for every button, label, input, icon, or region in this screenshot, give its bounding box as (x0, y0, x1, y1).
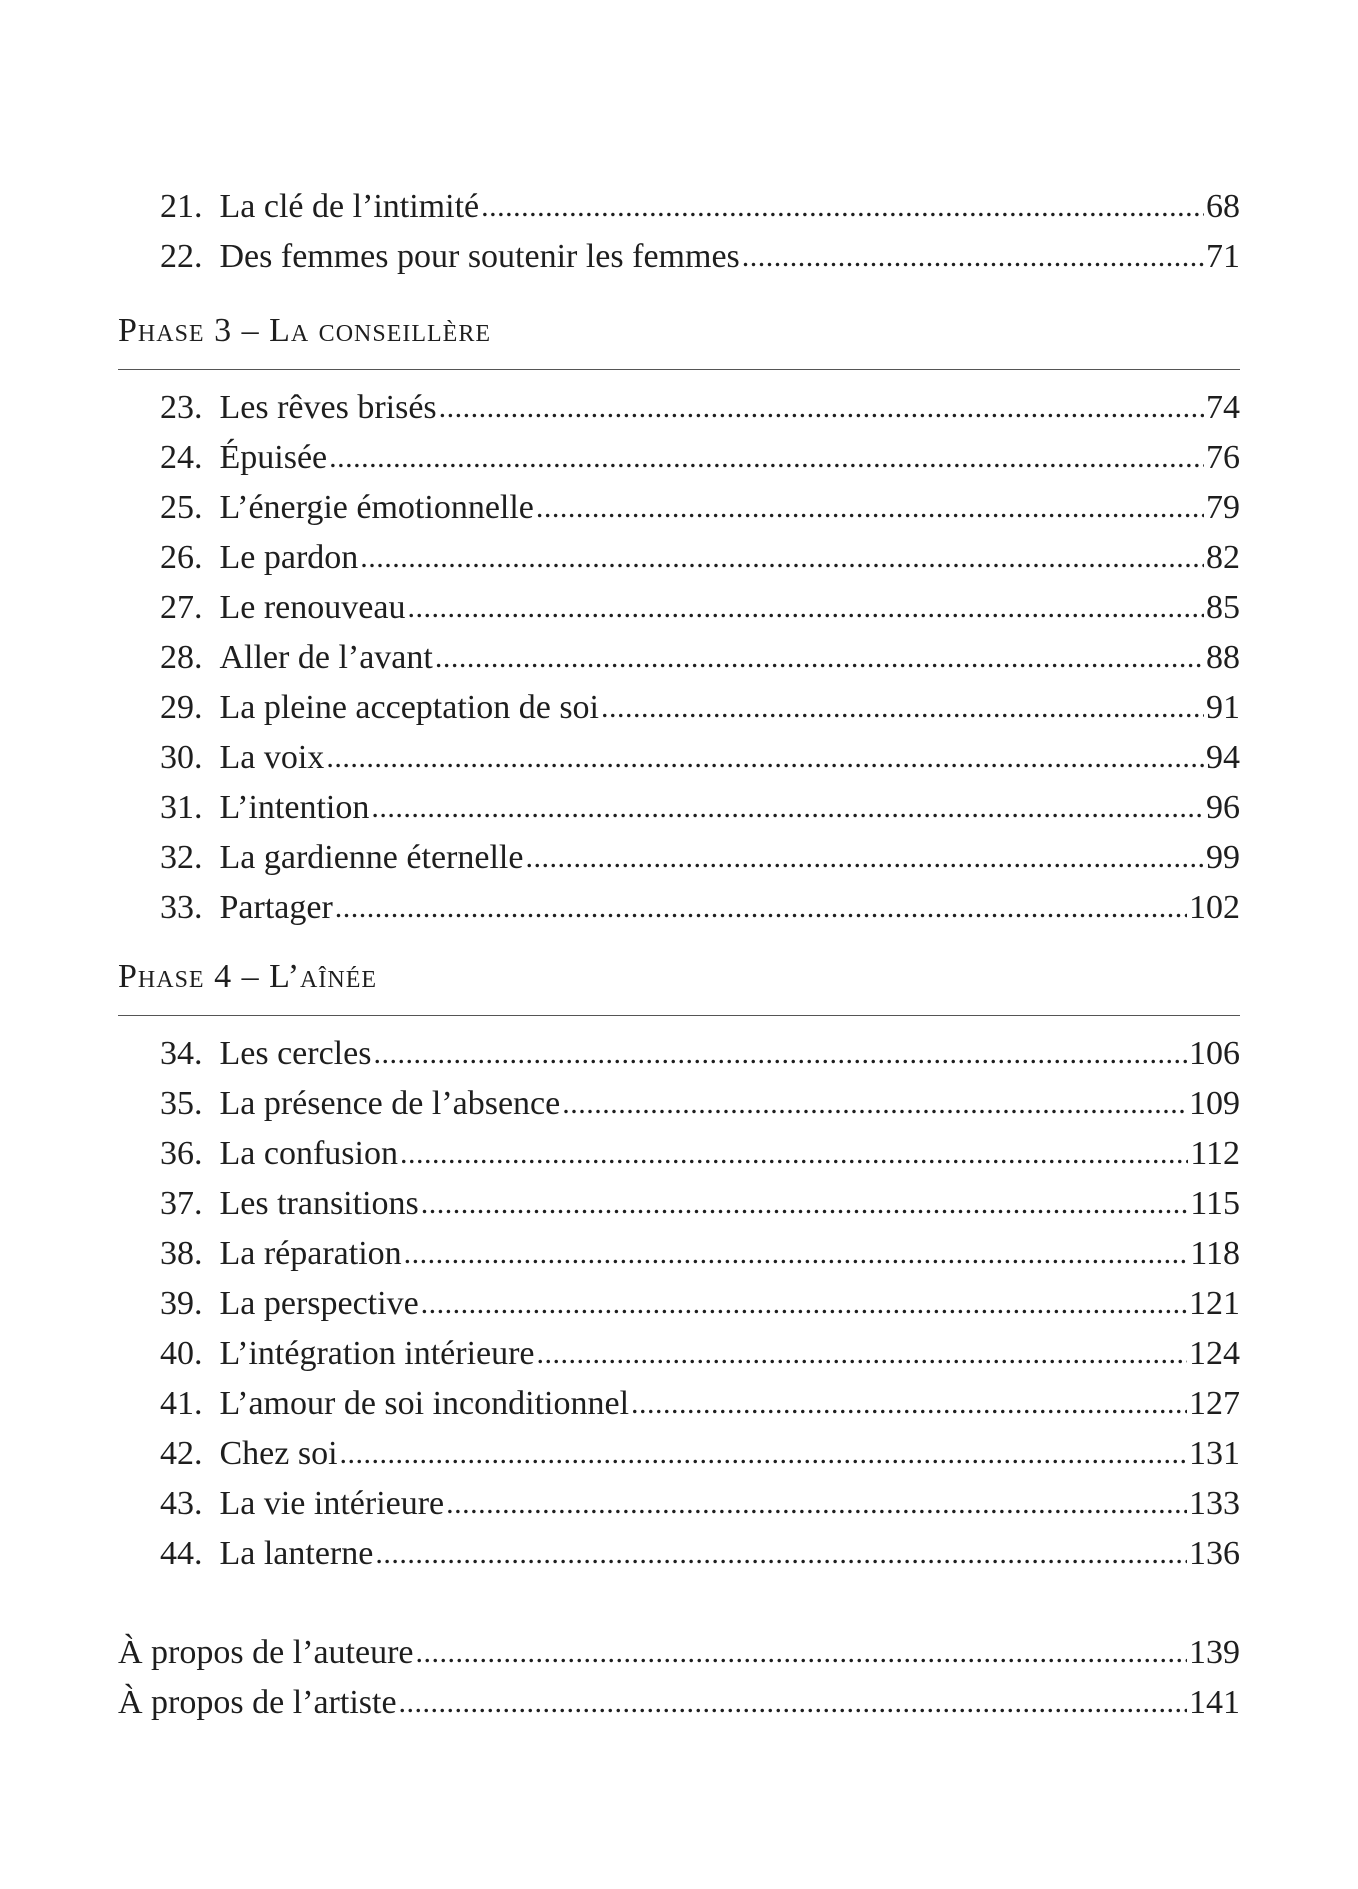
entry-number: 28. (160, 639, 203, 676)
dot-leader (439, 383, 1204, 433)
toc-entry-30[interactable] (160, 733, 1240, 783)
entry-page: 76 (1206, 439, 1240, 476)
entry-number: 36. (160, 1135, 203, 1172)
entry-number: 38. (160, 1235, 203, 1272)
entry-number: 30. (160, 739, 203, 776)
section-divider (118, 1015, 1240, 1016)
toc-entry-34[interactable] (160, 1029, 1240, 1079)
toc-entry-31[interactable] (160, 783, 1240, 833)
entry-number: 21. (160, 188, 203, 225)
dot-leader (407, 583, 1204, 633)
entry-page: 94 (1206, 739, 1240, 776)
dot-leader (421, 1179, 1188, 1229)
section-divider (118, 369, 1240, 370)
entry-page: 106 (1189, 1035, 1240, 1072)
entry-page: 139 (1189, 1634, 1240, 1671)
dot-leader (400, 1129, 1188, 1179)
entry-number: 24. (160, 439, 203, 476)
toc-entry-22[interactable] (160, 232, 1240, 282)
entry-title: La perspective (219, 1285, 419, 1322)
dot-leader (742, 232, 1204, 282)
entry-title: La lanterne (219, 1535, 374, 1572)
entry-page: 96 (1206, 789, 1240, 826)
entry-number: 42. (160, 1435, 203, 1472)
entry-number: 39. (160, 1285, 203, 1322)
entry-number: 37. (160, 1185, 203, 1222)
dot-leader (446, 1479, 1187, 1529)
toc-entry-25[interactable] (160, 483, 1240, 533)
toc-entry-40[interactable] (160, 1329, 1240, 1379)
entry-title: La réparation (219, 1235, 402, 1272)
entry-page: 99 (1206, 839, 1240, 876)
entry-title: La confusion (219, 1135, 398, 1172)
entry-title: Partager (219, 889, 333, 926)
entry-number: 29. (160, 689, 203, 726)
dot-leader (416, 1628, 1187, 1678)
dot-leader (329, 433, 1204, 483)
toc-entry-28[interactable] (160, 633, 1240, 683)
entry-title: L’intégration intérieure (219, 1335, 535, 1372)
entry-page: 112 (1190, 1135, 1240, 1172)
entry-title: Des femmes pour soutenir les femmes (219, 238, 740, 275)
toc-entry-23[interactable] (160, 383, 1240, 433)
dot-leader (631, 1379, 1187, 1429)
entry-page: 91 (1206, 689, 1240, 726)
toc-entry-42[interactable] (160, 1429, 1240, 1479)
toc-entry-32[interactable] (160, 833, 1240, 883)
entry-title: Chez soi (219, 1435, 338, 1472)
entry-page: 68 (1206, 188, 1240, 225)
toc-entry-39[interactable] (160, 1279, 1240, 1329)
entry-title: La vie intérieure (219, 1485, 445, 1522)
entry-page: 102 (1189, 889, 1240, 926)
dot-leader (399, 1678, 1187, 1728)
entry-title: Aller de l’avant (219, 639, 433, 676)
entry-title: Le renouveau (219, 589, 406, 626)
toc-entry-33[interactable] (160, 883, 1240, 933)
entry-number: 34. (160, 1035, 203, 1072)
dot-leader (562, 1079, 1187, 1129)
dot-leader (373, 1029, 1187, 1079)
entry-page: 136 (1189, 1535, 1240, 1572)
toc-entry-43[interactable] (160, 1479, 1240, 1529)
toc-entry-about-author[interactable] (118, 1628, 1240, 1678)
entry-number: 23. (160, 389, 203, 426)
dot-leader (326, 733, 1204, 783)
entry-title: La présence de l’absence (219, 1085, 561, 1122)
entry-page: 131 (1189, 1435, 1240, 1472)
entry-number: 27. (160, 589, 203, 626)
dot-leader (537, 1329, 1187, 1379)
entry-page: 127 (1189, 1385, 1240, 1422)
entry-page: 82 (1206, 539, 1240, 576)
entry-number: 35. (160, 1085, 203, 1122)
toc-entry-27[interactable] (160, 583, 1240, 633)
entry-title: Les transitions (219, 1185, 419, 1222)
dot-leader (371, 783, 1204, 833)
dot-leader (360, 533, 1204, 583)
entry-title: L’amour de soi inconditionnel (219, 1385, 630, 1422)
toc-entry-41[interactable] (160, 1379, 1240, 1429)
dot-leader (335, 883, 1187, 933)
toc-entry-26[interactable] (160, 533, 1240, 583)
entry-number: 43. (160, 1485, 203, 1522)
entry-page: 71 (1206, 238, 1240, 275)
entry-number: 26. (160, 539, 203, 576)
dot-leader (525, 833, 1204, 883)
entry-page: 79 (1206, 489, 1240, 526)
entry-number: 25. (160, 489, 203, 526)
entry-title: Épuisée (219, 439, 328, 476)
entry-page: 118 (1190, 1235, 1240, 1272)
phase-3-title: Phase 3 – La conseillère (118, 312, 492, 349)
dot-leader (601, 683, 1204, 733)
toc-entry-35[interactable] (160, 1079, 1240, 1129)
phase-3-section (118, 306, 1240, 370)
entry-number: 44. (160, 1535, 203, 1572)
entry-number: 22. (160, 238, 203, 275)
entry-page: 88 (1206, 639, 1240, 676)
entry-page: 141 (1189, 1684, 1240, 1721)
toc-entry-36[interactable] (160, 1129, 1240, 1179)
entry-title: Le pardon (219, 539, 359, 576)
entry-title: Les cercles (219, 1035, 372, 1072)
entry-page: 133 (1189, 1485, 1240, 1522)
dot-leader (435, 633, 1204, 683)
entry-page: 121 (1189, 1285, 1240, 1322)
dot-leader (536, 483, 1204, 533)
entry-page: 115 (1190, 1185, 1240, 1222)
entry-title: L’intention (219, 789, 370, 826)
dot-leader (421, 1279, 1187, 1329)
entry-page: 109 (1189, 1085, 1240, 1122)
entry-title: L’énergie émotionnelle (219, 489, 534, 526)
entry-title: À propos de l’auteure (118, 1634, 414, 1671)
toc-entry-37[interactable] (160, 1179, 1240, 1229)
toc-entry-44[interactable] (160, 1529, 1240, 1579)
entry-title: La clé de l’intimité (219, 188, 480, 225)
dot-leader (375, 1529, 1187, 1579)
entry-number: 41. (160, 1385, 203, 1422)
phase-4-title: Phase 4 – L’aînée (118, 958, 378, 995)
entry-title: La voix (219, 739, 325, 776)
entry-title: La gardienne éternelle (219, 839, 524, 876)
entry-title: La pleine acceptation de soi (219, 689, 599, 726)
toc-entry-38[interactable] (160, 1229, 1240, 1279)
entry-number: 33. (160, 889, 203, 926)
toc-entry-24[interactable] (160, 433, 1240, 483)
dot-leader (404, 1229, 1189, 1279)
toc-entry-about-artist[interactable] (118, 1678, 1240, 1728)
entry-title: Les rêves brisés (219, 389, 437, 426)
toc-entry-21[interactable] (160, 182, 1240, 232)
dot-leader (340, 1429, 1187, 1479)
dot-leader (481, 182, 1204, 232)
entry-page: 85 (1206, 589, 1240, 626)
entry-page: 124 (1189, 1335, 1240, 1372)
entry-number: 40. (160, 1335, 203, 1372)
toc-entry-29[interactable] (160, 683, 1240, 733)
phase-4-section (118, 952, 1240, 1016)
entry-number: 32. (160, 839, 203, 876)
entry-title: À propos de l’artiste (118, 1684, 397, 1721)
entry-number: 31. (160, 789, 203, 826)
entry-page: 74 (1206, 389, 1240, 426)
